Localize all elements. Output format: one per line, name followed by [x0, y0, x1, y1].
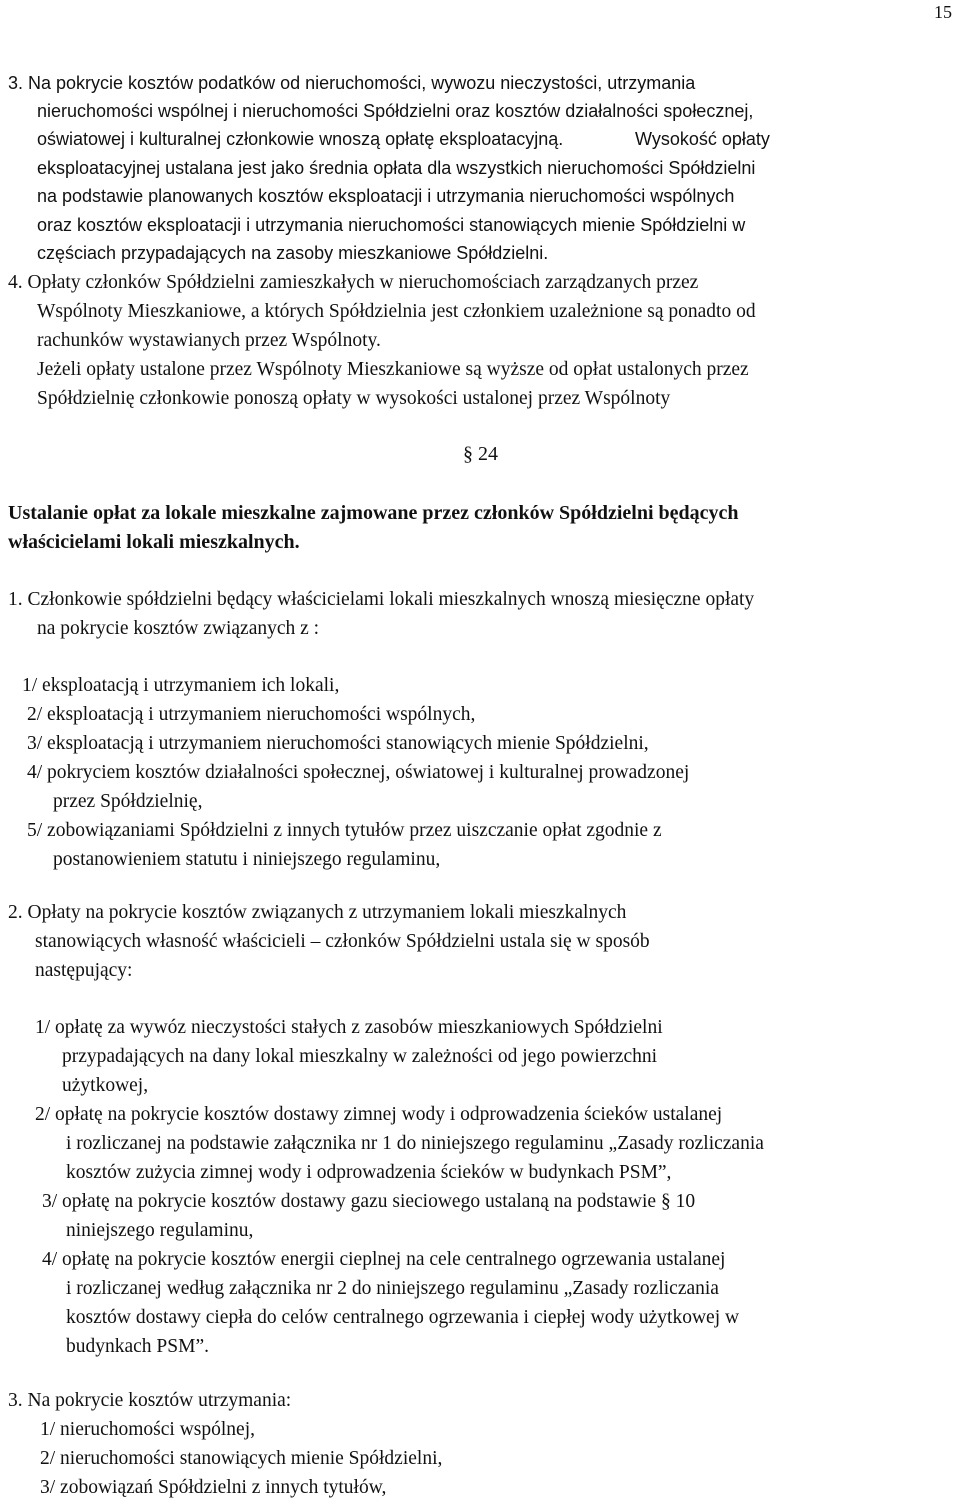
clause-2-line: 2. Opłaty na pokrycie kosztów związanych z utrzymaniem lokali mieszkalnych	[8, 902, 627, 923]
list-item-continuation: budynkach PSM”.	[66, 1336, 209, 1357]
clause-1-line: na pokrycie kosztów związanych z :	[37, 618, 320, 639]
list-item: 2/ eksploatacją i utrzymaniem nieruchomości wspólnych,	[27, 704, 476, 725]
list-item: 1/ opłatę za wywóz nieczystości stałych z zasobów mieszkaniowych Spółdzielni	[35, 1017, 663, 1038]
paragraph-4-line: 4. Opłaty członków Spółdzielni zamieszkałych w nieruchomościach zarządzanych przez	[8, 272, 699, 293]
section-symbol: §	[463, 443, 473, 465]
section-heading: Ustalanie opłat za lokale mieszkalne zajmowane przez członków Spółdzielni będących	[8, 502, 739, 524]
list-item: 1/ nieruchomości wspólnej,	[40, 1419, 256, 1440]
list-item-text: 3/ opłatę na pokrycie kosztów dostawy gazu sieciowego ustalaną na podstawie	[42, 1191, 657, 1212]
section-reference: 10	[675, 1191, 696, 1212]
clause-3-line: 3. Na pokrycie kosztów utrzymania:	[8, 1390, 292, 1411]
paragraph-4-line: Wspólnoty Mieszkaniowe, a których Spółdzielnia jest członkiem uzależnione są ponadto od	[37, 301, 756, 322]
clause-2-line: stanowiących własność właścicieli – członków Spółdzielni ustala się w sposób	[35, 931, 650, 952]
list-item: 2/ nieruchomości stanowiących mienie Spółdzielni,	[40, 1448, 443, 1469]
section-symbol: §	[660, 1191, 671, 1212]
section-number	[463, 440, 498, 468]
list-item: 3/ zobowiązań Spółdzielni z innych tytułów,	[40, 1477, 387, 1498]
section-number-value: 24	[478, 443, 498, 465]
paragraph-3-line: 3. Na pokrycie kosztów podatków od nieruchomości, wywozu nieczystości, utrzymania	[8, 73, 696, 93]
list-item-continuation: i rozliczanej według załącznika nr 2 do niniejszego regulaminu „Zasady rozliczania	[66, 1278, 719, 1299]
paragraph-4-line: Jeżeli opłaty ustalone przez Wspólnoty Mieszkaniowe są wyższe od opłat ustalonych przez	[37, 359, 749, 380]
paragraph-3-line: nieruchomości wspólnej i nieruchomości Spółdzielni oraz kosztów działalności społecznej,	[37, 101, 754, 121]
paragraph-3-line: na podstawie planowanych kosztów eksploatacji i utrzymania nieruchomości wspólnych	[37, 186, 735, 206]
section-heading: właścicielami lokali mieszkalnych.	[8, 531, 300, 553]
list-item-continuation: użytkowej,	[62, 1075, 149, 1096]
list-item	[42, 1189, 695, 1215]
list-item: 4/ pokryciem kosztów działalności społecznej, oświatowej i kulturalnej prowadzonej	[27, 762, 690, 783]
list-item-continuation: postanowieniem statutu i niniejszego regulaminu,	[53, 849, 441, 870]
paragraph-3-line: częściach przypadających na zasoby mieszkaniowe Spółdzielni.	[37, 243, 549, 263]
paragraph-3-line: eksploatacyjnej ustalana jest jako średnia opłata dla wszystkich nieruchomości Spółdzielni	[37, 158, 756, 178]
list-item: 3/ eksploatacją i utrzymaniem nieruchomości stanowiących mienie Spółdzielni,	[27, 733, 649, 754]
list-item-continuation: kosztów dostawy ciepła do celów centralnego ogrzewania i ciepłej wody użytkowej w	[66, 1307, 740, 1328]
clause-1-line: 1. Członkowie spółdzielni będący właścicielami lokali mieszkalnych wnoszą miesięczne opłaty	[8, 589, 755, 610]
paragraph-4-line: rachunków wystawianych przez Wspólnoty.	[37, 330, 381, 351]
list-item-continuation: kosztów zużycia zimnej wody i odprowadzenia ścieków w budynkach PSM”,	[66, 1162, 672, 1183]
list-item-continuation: niniejszego regulaminu,	[66, 1220, 254, 1241]
paragraph-3-line: oraz kosztów eksploatacji i utrzymania nieruchomości stanowiących mienie Spółdzielni w	[37, 215, 746, 235]
list-item: 5/ zobowiązaniami Spółdzielni z innych tytułów przez uiszczanie opłat zgodnie z	[27, 820, 662, 841]
list-item: 4/ opłatę na pokrycie kosztów energii cieplnej na cele centralnego ogrzewania ustalanej	[42, 1249, 726, 1270]
paragraph-4-line: Spółdzielnię członkowie ponoszą opłaty w wysokości ustalonej przez Wspólnoty	[37, 388, 671, 409]
list-item: 2/ opłatę na pokrycie kosztów dostawy zimnej wody i odprowadzenia ścieków ustalanej	[35, 1104, 723, 1125]
clause-2-line: następujący:	[35, 960, 133, 981]
list-item: 1/ eksploatacją i utrzymaniem ich lokali,	[22, 675, 340, 696]
list-item-continuation: przez Spółdzielnię,	[53, 791, 203, 812]
paragraph-3-line: Wysokość opłaty	[635, 129, 770, 149]
paragraph-3-line: oświatowej i kulturalnej członkowie wnoszą opłatę eksploatacyjną.	[37, 129, 564, 149]
page-number: 15	[934, 2, 952, 22]
list-item-continuation: i rozliczanej na podstawie załącznika nr 1 do niniejszego regulaminu „Zasady rozliczania	[66, 1133, 764, 1154]
list-item-continuation: przypadających na dany lokal mieszkalny w zależności od jego powierzchni	[62, 1046, 658, 1067]
